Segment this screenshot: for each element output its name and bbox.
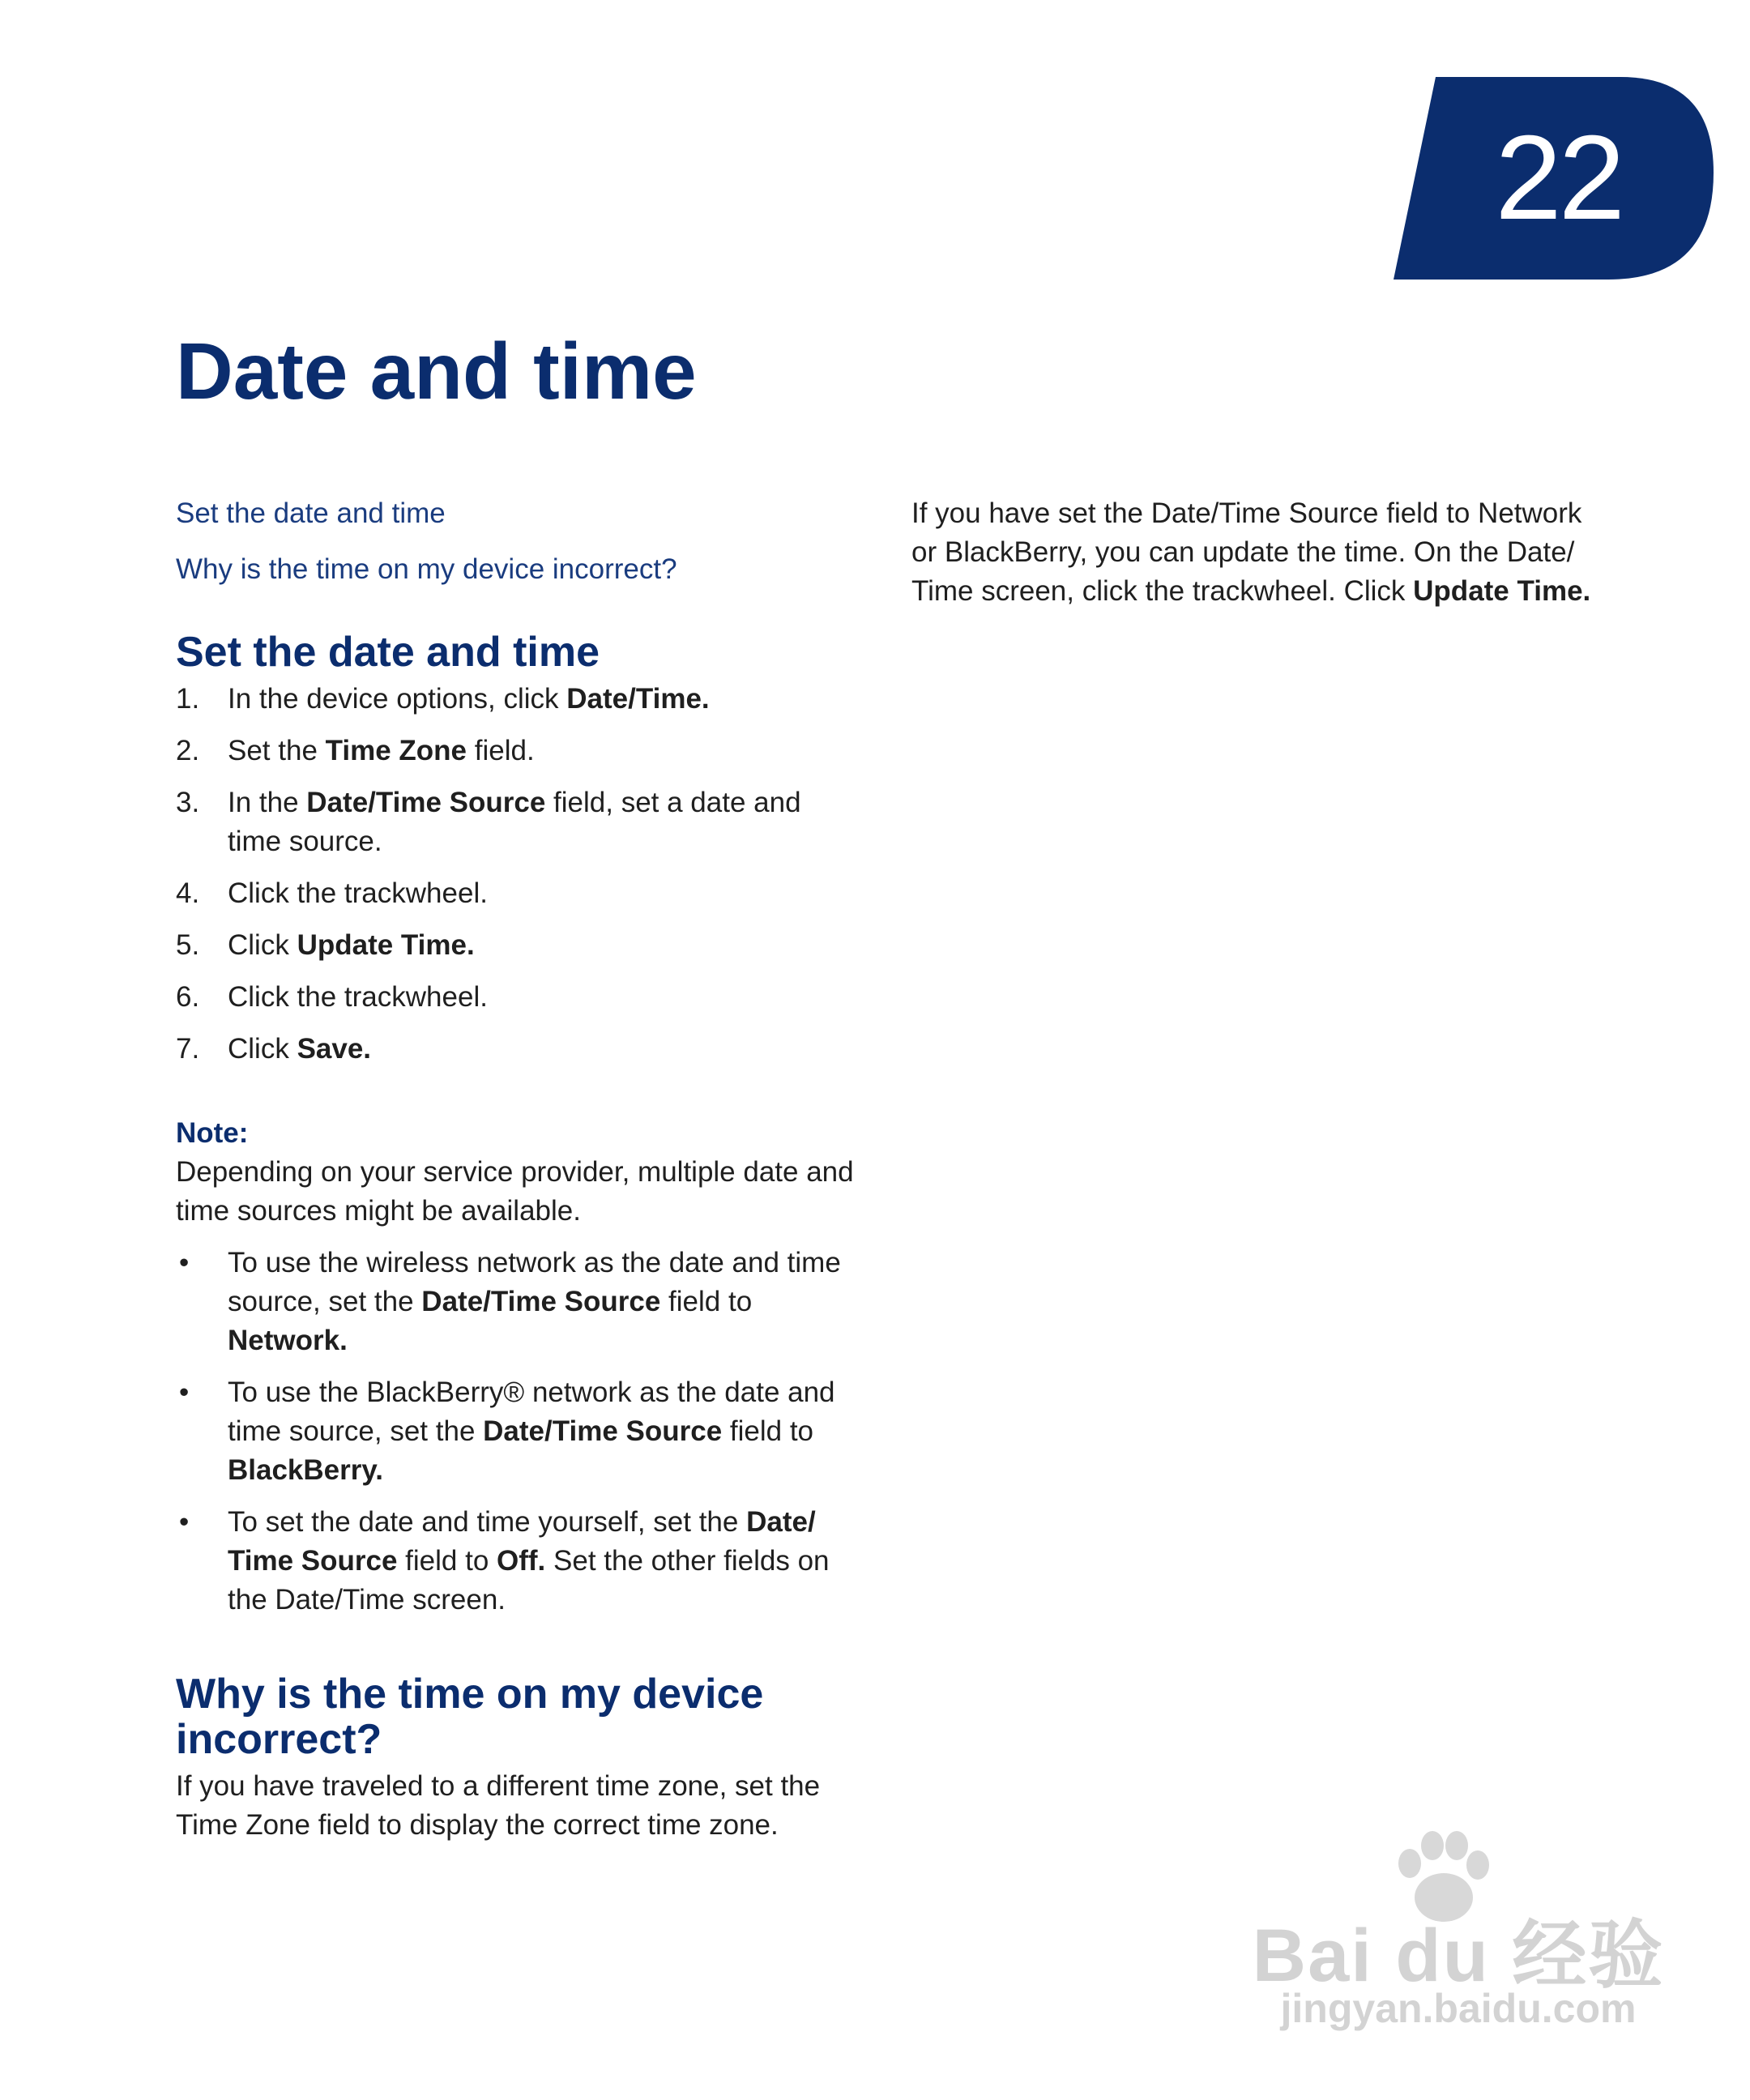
body-text: field to (660, 1286, 753, 1317)
toc-link-set-date-time[interactable]: Set the date and time (176, 497, 446, 529)
emphasis-text: Date/ Time Source (228, 1506, 816, 1577)
emphasis-text: BlackBerry. (228, 1454, 383, 1486)
step-number: 3. (176, 787, 200, 818)
step-number: 6. (176, 981, 200, 1013)
step-number: 2. (176, 735, 200, 766)
emphasis-text: Network. (228, 1325, 348, 1356)
step-item (176, 783, 856, 861)
emphasis-text: Date/Time. (566, 683, 710, 715)
bullet-item (176, 1503, 856, 1620)
watermark-logo: Bai du 经验 (1252, 1914, 1665, 1997)
note-text: Depending on your service provider, multiple date and time sources might be available. (176, 1156, 854, 1227)
step-number: 7. (176, 1033, 200, 1065)
step-item (176, 874, 856, 913)
body-text: Click the trackwheel. (228, 877, 488, 909)
body-text: Click the trackwheel. (228, 981, 488, 1013)
body-text: field. (467, 735, 535, 766)
body-text: Click (228, 1033, 297, 1065)
why-section-text: If you have traveled to a different time zone, set the Time Zone field to display the correct time zone. (176, 1770, 821, 1841)
watermark-url: jingyan.baidu.com (1280, 1986, 1637, 2031)
watermark (1248, 1831, 1669, 2034)
step-item (176, 732, 856, 770)
section-heading-set-date-time: Set the date and time (176, 629, 600, 676)
emphasis-text: Update Time. (1413, 575, 1591, 607)
emphasis-text: Update Time. (297, 929, 475, 961)
left-column (176, 494, 856, 1845)
step-number: 4. (176, 877, 200, 909)
body-text: If you have set the Date/Time Source field to Network or BlackBerry, you can update the time. On the Date/ Time screen, click the trackwheel. Click (911, 497, 1582, 607)
body-text: field to (722, 1415, 814, 1447)
step-item (176, 926, 856, 965)
step-item (176, 680, 856, 719)
bullet-list (176, 1244, 856, 1620)
table-of-contents (176, 494, 856, 589)
step-item (176, 978, 856, 1017)
body-text: Set the (228, 735, 326, 766)
bullet-dot: • (179, 1377, 190, 1408)
note-label: Note: (176, 1117, 249, 1149)
step-number: 1. (176, 683, 200, 715)
body-text: Click (228, 929, 297, 961)
body-text: In the (228, 787, 307, 818)
emphasis-text: Time Zone (325, 735, 467, 766)
emphasis-text: Date/Time Source (421, 1286, 661, 1317)
bullet-dot: • (179, 1247, 190, 1278)
step-number: 5. (176, 929, 200, 961)
step-item (176, 1030, 856, 1069)
emphasis-text: Date/Time Source (483, 1415, 723, 1447)
bullet-dot: • (179, 1506, 190, 1538)
right-column (911, 494, 1608, 611)
chapter-number: 22 (1495, 111, 1622, 245)
toc-link-why-time-incorrect[interactable]: Why is the time on my device incorrect? (176, 553, 677, 585)
body-text: field to (397, 1545, 497, 1577)
bullet-item (176, 1373, 856, 1490)
bullet-item (176, 1244, 856, 1360)
emphasis-text: Save. (297, 1033, 372, 1065)
steps-list (176, 680, 856, 1069)
update-time-paragraph (911, 494, 1608, 611)
body-text: field, set a date and time source. (228, 787, 801, 857)
body-text: In the device options, click (228, 683, 567, 715)
section-heading-why-time-incorrect: Why is the time on my device incorrect? (176, 1671, 764, 1763)
page-title: Date and time (176, 327, 697, 416)
body-text: To set the date and time yourself, set the (228, 1506, 747, 1538)
emphasis-text: Date/Time Source (306, 787, 546, 818)
body-text: To use the BlackBerry® network as the date and time source, set the (228, 1377, 835, 1447)
emphasis-text: Off. (497, 1545, 546, 1577)
body-text: Set the other fields on the Date/Time screen. (228, 1545, 830, 1616)
body-text: To use the wireless network as the date and time source, set the (228, 1247, 841, 1317)
